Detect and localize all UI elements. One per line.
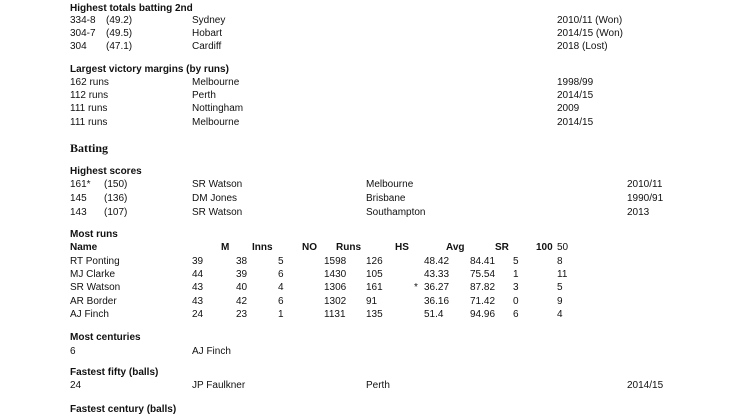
runs-row-m: 24 (192, 309, 204, 320)
runs-row-inns: 23 (236, 309, 248, 320)
score-runs: 161* (70, 179, 91, 190)
section-heading-highest-scores: Highest scores (70, 166, 142, 177)
runs-row-inns: 40 (236, 282, 248, 293)
runs-row-sr: 87.82 (470, 282, 496, 293)
margin-season: 2009 (557, 103, 580, 114)
col-header-inns: Inns (252, 242, 273, 253)
runs-row-m: 39 (192, 256, 204, 267)
runs-row-runs: 1430 (324, 269, 347, 280)
col-header-50: 50 (557, 242, 569, 253)
margin-runs: 111 runs (70, 103, 108, 114)
runs-row-name: RT Ponting (70, 256, 120, 267)
runs-row-hs: 91 (366, 296, 378, 307)
runs-row-avg: 36.16 (424, 296, 450, 307)
runs-row-m: 44 (192, 269, 204, 280)
score-season: 2010/11 (627, 179, 663, 190)
score-balls: (107) (104, 207, 128, 218)
runs-row-no: 5 (278, 256, 284, 267)
margin-runs: 162 runs (70, 77, 109, 88)
runs-row-no: 4 (278, 282, 284, 293)
runs-row-m: 43 (192, 296, 204, 307)
col-header-m: M (221, 242, 230, 253)
runs-row-hs: 135 (366, 309, 383, 320)
runs-row-star: * (414, 282, 418, 293)
score-season: 2013 (627, 207, 650, 218)
runs-row-100: 1 (513, 269, 519, 280)
total-score: 304-7 (70, 28, 96, 39)
runs-row-runs: 1131 (324, 309, 346, 320)
total-score: 304 (70, 41, 87, 52)
runs-row-runs: 1302 (324, 296, 347, 307)
fifty-player: JP Faulkner (192, 380, 246, 391)
score-player: SR Watson (192, 207, 243, 218)
score-venue: Southampton (366, 207, 426, 218)
runs-row-hs: 105 (366, 269, 383, 280)
runs-row-no: 6 (278, 296, 284, 307)
runs-row-name: AJ Finch (70, 309, 109, 320)
total-score: 334-8 (70, 15, 96, 26)
margin-season: 2014/15 (557, 117, 594, 128)
total-venue: Sydney (192, 15, 226, 26)
runs-row-100: 5 (513, 256, 519, 267)
total-season: 2010/11 (Won) (557, 15, 623, 26)
fifty-season: 2014/15 (627, 380, 664, 391)
section-heading-most-centuries: Most centuries (70, 332, 141, 343)
runs-row-name: MJ Clarke (70, 269, 116, 280)
total-venue: Cardiff (192, 41, 222, 52)
runs-row-avg: 51.4 (424, 309, 444, 320)
score-player: SR Watson (192, 179, 243, 190)
score-venue: Brisbane (366, 193, 406, 204)
section-heading-most-runs: Most runs (70, 229, 118, 240)
score-venue: Melbourne (366, 179, 414, 190)
col-header-runs: Runs (336, 242, 361, 253)
runs-row-sr: 84.41 (470, 256, 496, 267)
score-player: DM Jones (192, 193, 238, 204)
total-overs: (47.1) (106, 41, 133, 52)
runs-row-100: 0 (513, 296, 519, 307)
runs-row-50: 8 (557, 256, 563, 267)
total-overs: (49.5) (106, 28, 133, 39)
margin-runs: 111 runs (70, 117, 108, 128)
section-heading-fastest-century: Fastest century (balls) (70, 404, 177, 415)
margin-runs: 112 runs (70, 90, 109, 101)
margin-venue: Nottingham (192, 103, 244, 114)
section-heading-victory-margins: Largest victory margins (by runs) (70, 64, 229, 75)
col-header-hs: HS (395, 242, 409, 253)
col-header-avg: Avg (446, 242, 465, 253)
total-overs: (49.2) (106, 15, 133, 26)
section-heading-fastest-fifty: Fastest fifty (balls) (70, 367, 159, 378)
runs-row-runs: 1306 (324, 282, 347, 293)
runs-row-name: AR Border (70, 296, 117, 307)
runs-row-hs: 161 (366, 282, 383, 293)
runs-row-m: 43 (192, 282, 204, 293)
runs-row-runs: 1598 (324, 256, 347, 267)
runs-row-no: 6 (278, 269, 284, 280)
centuries-count: 6 (70, 346, 76, 357)
total-venue: Hobart (192, 28, 223, 39)
score-season: 1990/91 (627, 193, 664, 204)
margin-season: 2014/15 (557, 90, 594, 101)
section-heading-totals-2nd: Highest totals batting 2nd (70, 3, 193, 14)
col-header-100: 100 (536, 242, 553, 253)
margin-venue: Melbourne (192, 117, 240, 128)
runs-row-hs: 126 (366, 256, 383, 267)
runs-row-50: 5 (557, 282, 563, 293)
col-header-no: NO (302, 242, 317, 253)
runs-row-no: 1 (278, 309, 284, 320)
margin-venue: Melbourne (192, 77, 240, 88)
runs-row-name: SR Watson (70, 282, 121, 293)
runs-row-avg: 36.27 (424, 282, 450, 293)
score-balls: (136) (104, 193, 128, 204)
centuries-player: AJ Finch (192, 346, 231, 357)
runs-row-50: 9 (557, 296, 563, 307)
runs-row-50: 4 (557, 309, 563, 320)
runs-row-avg: 48.42 (424, 256, 450, 267)
batting-title: Batting (70, 141, 109, 155)
total-season: 2014/15 (Won) (557, 28, 623, 39)
score-runs: 145 (70, 193, 87, 204)
fifty-venue: Perth (366, 380, 390, 391)
runs-row-50: 11 (557, 269, 568, 280)
margin-season: 1998/99 (557, 77, 594, 88)
score-balls: (150) (104, 179, 128, 190)
runs-row-inns: 38 (236, 256, 248, 267)
runs-row-100: 3 (513, 282, 519, 293)
fifty-balls: 24 (70, 380, 82, 391)
col-header-sr: SR (495, 242, 509, 253)
runs-row-sr: 94.96 (470, 309, 496, 320)
score-runs: 143 (70, 207, 87, 218)
runs-row-sr: 75.54 (470, 269, 496, 280)
runs-row-inns: 39 (236, 269, 248, 280)
runs-row-inns: 42 (236, 296, 248, 307)
runs-row-sr: 71.42 (470, 296, 496, 307)
runs-row-100: 6 (513, 309, 519, 320)
runs-row-avg: 43.33 (424, 269, 450, 280)
total-season: 2018 (Lost) (557, 41, 608, 52)
margin-venue: Perth (192, 90, 216, 101)
col-header-name: Name (70, 242, 98, 253)
